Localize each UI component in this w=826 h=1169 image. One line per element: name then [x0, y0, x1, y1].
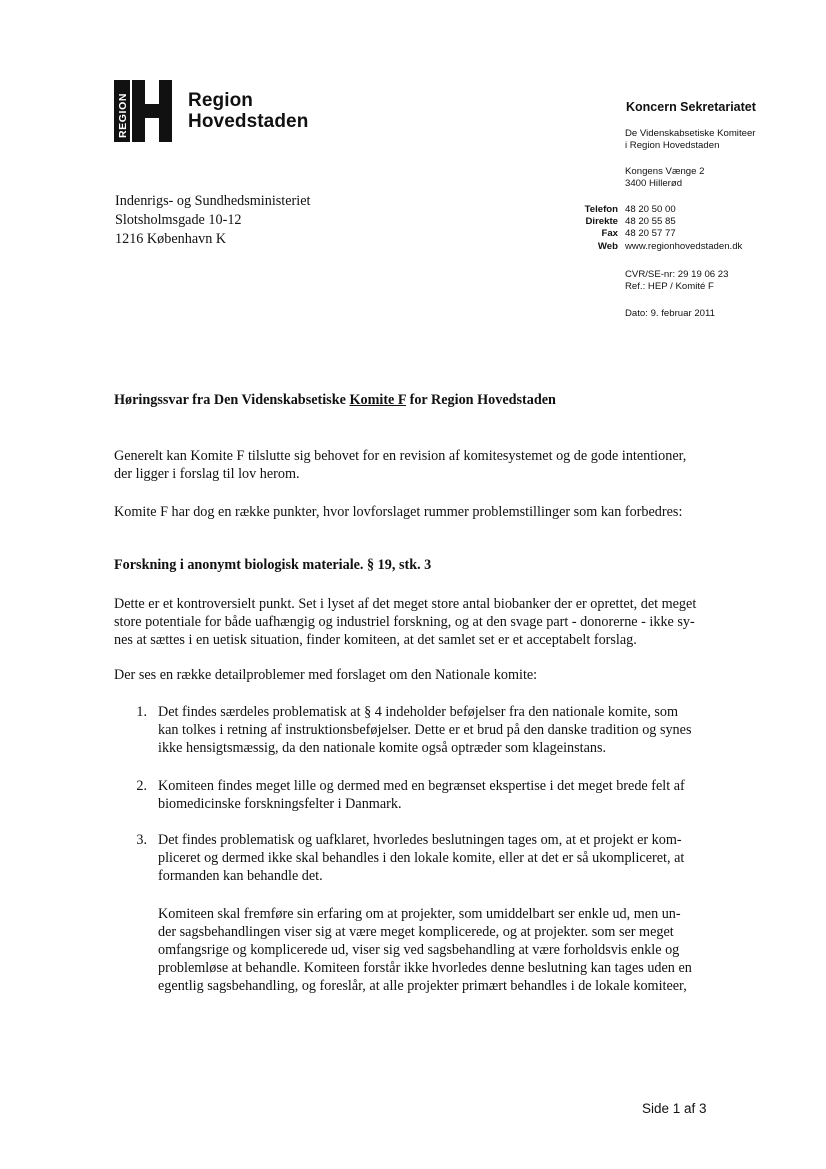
committee-line1: De Videnskabsetiske Komiteer — [625, 128, 756, 139]
sender-committee — [625, 128, 755, 152]
intro-paragraph-1: Generelt kan Komite F tilslutte sig behovet for en revision af komitesystemet og de gode intentioner, der ligger i forslag til lov herom. — [114, 448, 687, 482]
contact-label: Telefon — [584, 204, 618, 215]
contact-label: Fax — [601, 228, 618, 240]
list-number: 1. — [136, 704, 147, 720]
recipient-line1: Indenrigs- og Sundhedsministeriet — [115, 193, 311, 209]
sender-address — [625, 166, 704, 190]
sender-department: Koncern Sekretariatet — [626, 100, 756, 114]
contact-row-telefon — [556, 204, 742, 216]
contact-row-direkte — [556, 216, 742, 228]
contact-label: Web — [597, 240, 618, 252]
contact-row-web — [556, 241, 742, 253]
document-title: Høringssvar fra Den Videnskabsetiske Komite F for Region Hovedstaden — [114, 392, 556, 408]
logo-name-line1: Region — [188, 90, 253, 111]
letter-date: Dato: 9. februar 2011 — [625, 308, 715, 319]
section-heading: Forskning i anonymt biologisk materiale. § 19, stk. 3 — [114, 557, 432, 573]
list-item: Det findes problematisk og uafklaret, hvorledes beslutningen tages om, at et projekt er kom- pliceret og dermed ikke skal behandles i den lokale komite, eller at det er så ukompliceret, at formanden kan behandle det. — [158, 832, 685, 884]
contact-value: www.regionhovedstaden.dk — [625, 240, 743, 252]
logo-name-line2: Hovedstaden — [188, 111, 309, 132]
reference: Ref.: HEP / Komité F — [625, 281, 714, 293]
committee-line2: i Region Hovedstaden — [625, 140, 720, 152]
svg-text:REGION: REGION — [117, 92, 129, 138]
address-line1: Kongens Vænge 2 — [625, 166, 705, 177]
list-number: 3. — [136, 832, 147, 848]
section-paragraph-1: Dette er et kontroversielt punkt. Set i lyset af det meget store antal biobanker der er oprettet, det meget store potentiale for både uafhængig og industriel forskning, og at den svage part - donorerne - ikke sy- nes at sættes i en uetisk situation, finder komiteen, at det samlet set er et acceptabelt forslag. — [114, 596, 697, 648]
sender-reference — [625, 269, 728, 293]
section-paragraph-2: Der ses en række detailproblemer med forslaget om den Nationale komite: — [114, 667, 538, 683]
recipient-address — [115, 192, 310, 249]
contact-label: Direkte — [585, 216, 618, 228]
list-item: Det findes særdeles problematisk at § 4 indeholder beføjelser fra den nationale komite, som kan tolkes i retning af instruktionsbeføjelser. Dette er et brud på den danske tradition og synes ikke hensigtsmæssig, da den nationale komite også optræder som klageinstans. — [158, 704, 692, 756]
recipient-line2: Slotsholmsgade 10-12 — [115, 212, 242, 228]
list-number: 2. — [136, 778, 147, 794]
region-logo-wordmark — [188, 90, 308, 132]
list-item: Komiteen findes meget lille og dermed med en begrænset ekspertise i det meget brede felt af biomedicinske forskningsfelter i Danmark. — [158, 778, 685, 812]
intro-paragraph-2: Komite F har dog en række punkter, hvor lovforslaget rummer problemstillinger som kan forbedres: — [114, 504, 683, 520]
list-item-continuation: Komiteen skal fremføre sin erfaring om at projekter, som umiddelbart ser enkle ud, men un- der sagsbehandlingen viser sig at være meget komplicerede, og at projekter. som ser meget omfangsrige og komplicerede ud, viser sig ved sagsbehandling at være forholdsvis enkle og problemløse at behandle. Komiteen forstår ikke hvorledes denne beslutning kan tages uden en egentlig sagsbehandling, og foreslår, at alle projekter primært behandles i de lokale komiteer, — [158, 906, 692, 994]
address-line2: 3400 Hillerød — [625, 178, 683, 190]
contact-value: 48 20 55 85 — [625, 216, 676, 228]
page-number: Side 1 af 3 — [642, 1101, 707, 1116]
contact-value: 48 20 57 77 — [625, 228, 676, 240]
contact-row-fax — [556, 228, 742, 240]
contact-block — [556, 204, 742, 253]
committee-name-underlined: Komite F — [349, 392, 407, 408]
cvr-number: CVR/SE-nr: 29 19 06 23 — [625, 269, 729, 280]
recipient-line3: 1216 København K — [115, 231, 227, 247]
contact-value: 48 20 50 00 — [625, 204, 676, 215]
region-logo-mark — [114, 80, 172, 142]
